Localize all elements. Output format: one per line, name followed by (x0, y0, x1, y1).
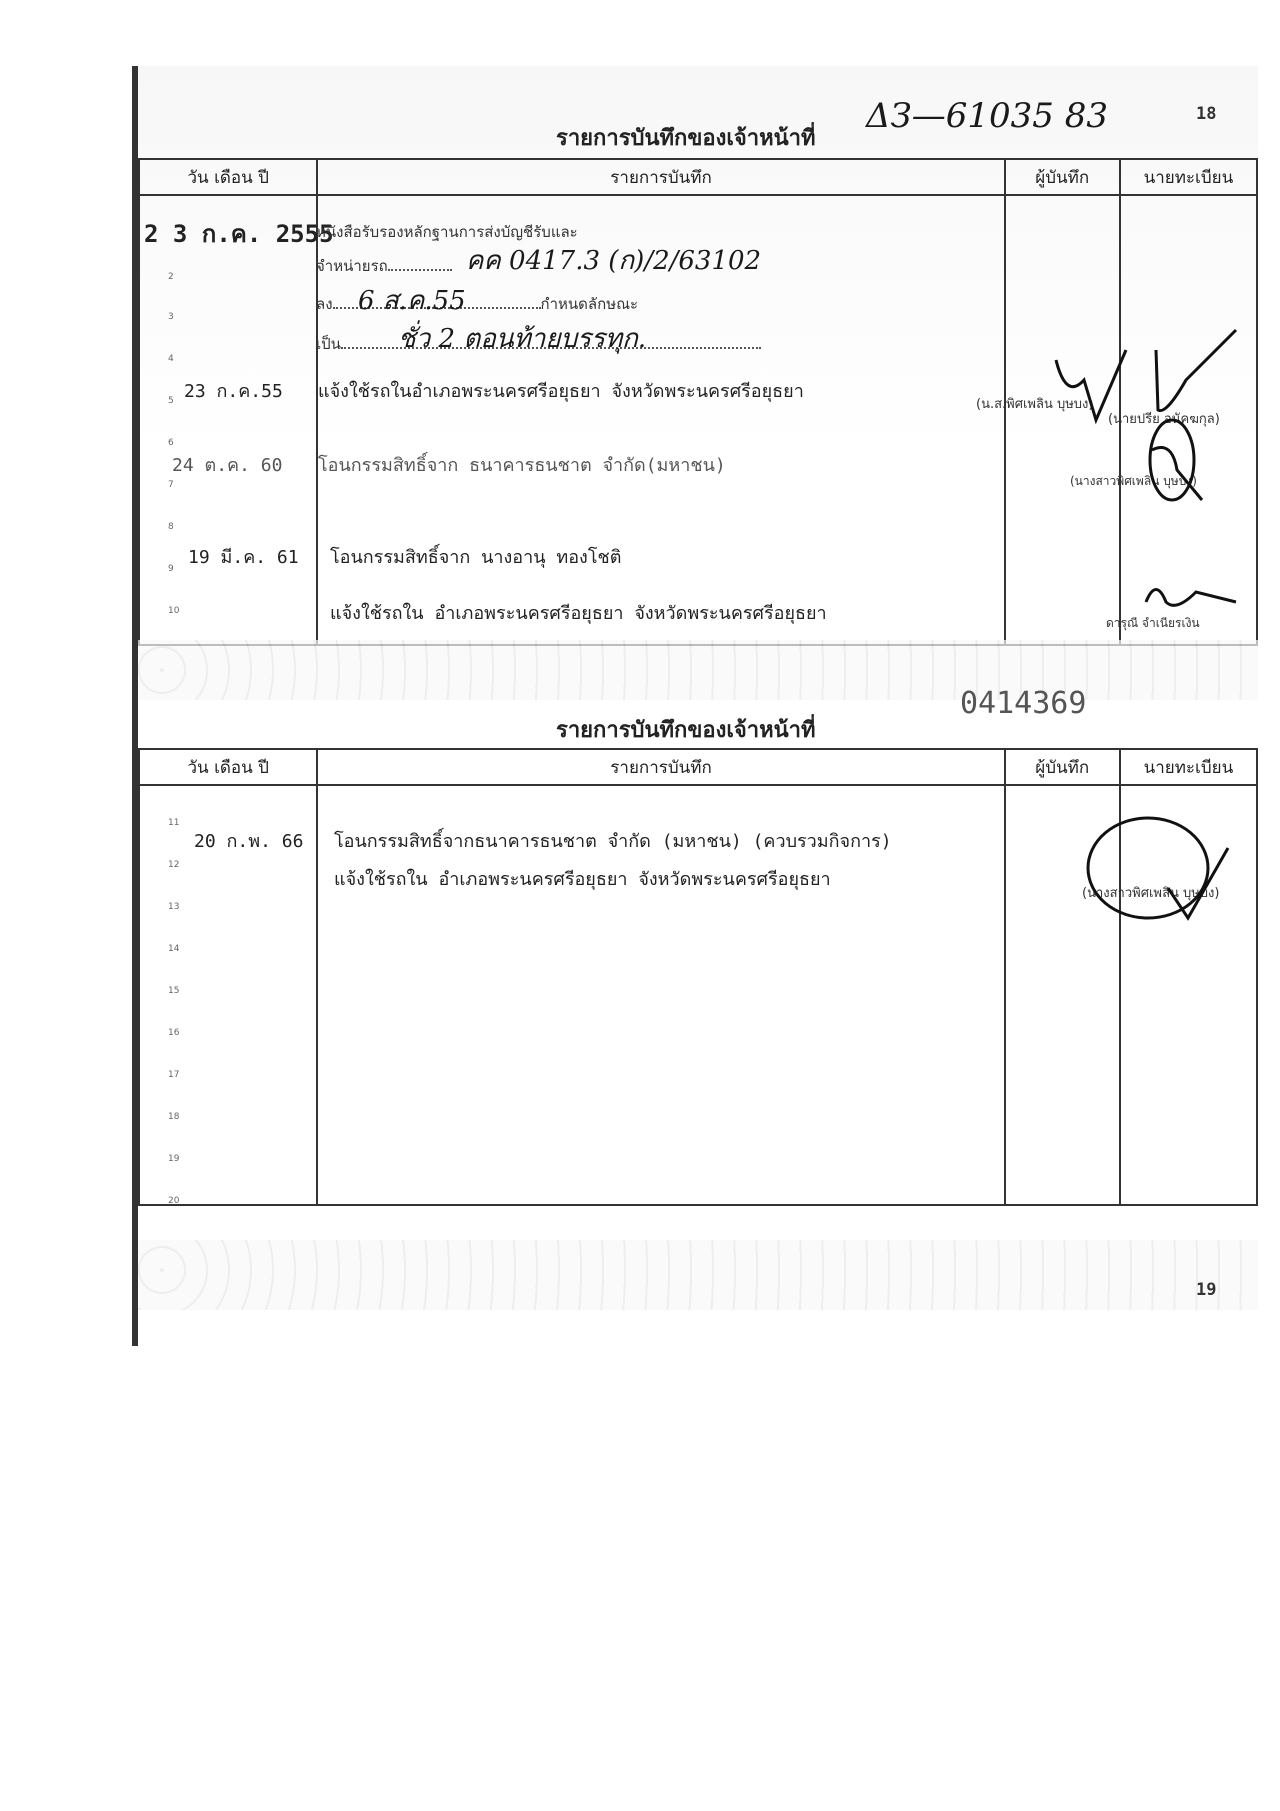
date-cell (139, 195, 317, 645)
signer-3: (นางสาวพิศเพลิน บุษบง) (1070, 474, 1197, 488)
background-pattern-bottom (138, 1240, 1258, 1310)
entry-text-3: โอนกรรมสิทธิ์จาก นางอานุ ทองโชติ (330, 547, 622, 568)
col-registrar: นายทะเบียน (1120, 159, 1257, 195)
stamp-line-3: ลง กำหนดลักษณะ (316, 295, 639, 313)
serial-number: 0414369 (960, 686, 1087, 721)
entry-text-5: โอนกรรมสิทธิ์จากธนาคารธนชาต จำกัด (มหาชน) (ควบรวมกิจการ) (334, 831, 892, 852)
page-number-top: 18 (1196, 104, 1217, 124)
stamp-date: 2 3 ก.ค. 2555 (144, 220, 334, 248)
col-entry: รายการบันทึก (317, 159, 1004, 195)
entry-date-5: 20 ก.พ. 66 (194, 831, 304, 852)
col-registrar: นายทะเบียน (1120, 749, 1257, 785)
signer-2: (นายปรีย อนัคฆกุล) (1108, 412, 1220, 427)
handwritten-reference: ΔЗ—61035 83 (866, 96, 1108, 136)
stamp-line-1: หนังสือรับรองหลักฐานการส่งบัญชีรับและ (316, 223, 578, 241)
background-pattern (138, 640, 1258, 700)
entry-date-3: 19 มี.ค. 61 (188, 547, 299, 568)
section-title-top: รายการบันทึกของเจ้าหน้าที่ (556, 125, 816, 151)
signer-4: ดารุณี จำเนียรเงิน (1106, 616, 1200, 630)
col-entry: รายการบันทึก (317, 749, 1004, 785)
page-number-bottom: 19 (1196, 1280, 1217, 1300)
signer-5: (นางสาวพิศเพลิน บุษบง) (1082, 886, 1220, 901)
signature-3 (1136, 572, 1246, 622)
stamp-line-2-handwritten: คค 0417.3 (ก)/2/63102 (466, 246, 762, 276)
signature-circle-2 (1078, 808, 1268, 938)
col-date: วัน เดือน ปี (139, 159, 317, 195)
entry-text-6: แจ้งใช้รถใน อำเภอพระนครศรีอยุธยา จังหวัดพระนครศรีอยุธยา (334, 869, 831, 890)
col-recorder: ผู้บันทึก (1005, 159, 1120, 195)
stamp-line-2: จำหน่ายรถ (316, 254, 452, 278)
signer-1: (น.ส.พิศเพลิน บุษบง) (976, 397, 1094, 412)
col-recorder: ผู้บันทึก (1005, 749, 1120, 785)
stamp-line-3-handwritten: 6 ส.ค.55 (358, 286, 466, 316)
stamp-line-4: เป็น (316, 332, 761, 356)
section-title-bottom: รายการบันทึกของเจ้าหน้าที่ (556, 717, 816, 743)
stamp-line-4-handwritten: ชั่ว 2 ตอนท้ายบรรทุก. (398, 324, 647, 354)
entry-date-1: 23 ก.ค.55 (184, 381, 283, 402)
signature-circle-1 (1132, 410, 1222, 520)
entry-text-1: แจ้งใช้รถในอำเภอพระนครศรีอยุธยา จังหวัดพระนครศรีอยุธยา (318, 381, 804, 402)
entry-text-4: แจ้งใช้รถใน อำเภอพระนครศรีอยุธยา จังหวัดพระนครศรีอยุธยา (330, 603, 827, 624)
col-date: วัน เดือน ปี (139, 749, 317, 785)
entry-date-2: 24 ต.ค. 60 (172, 455, 283, 476)
entry-text-2: โอนกรรมสิทธิ์จาก ธนาคารธนชาต จำกัด(มหาชน) (318, 455, 726, 476)
